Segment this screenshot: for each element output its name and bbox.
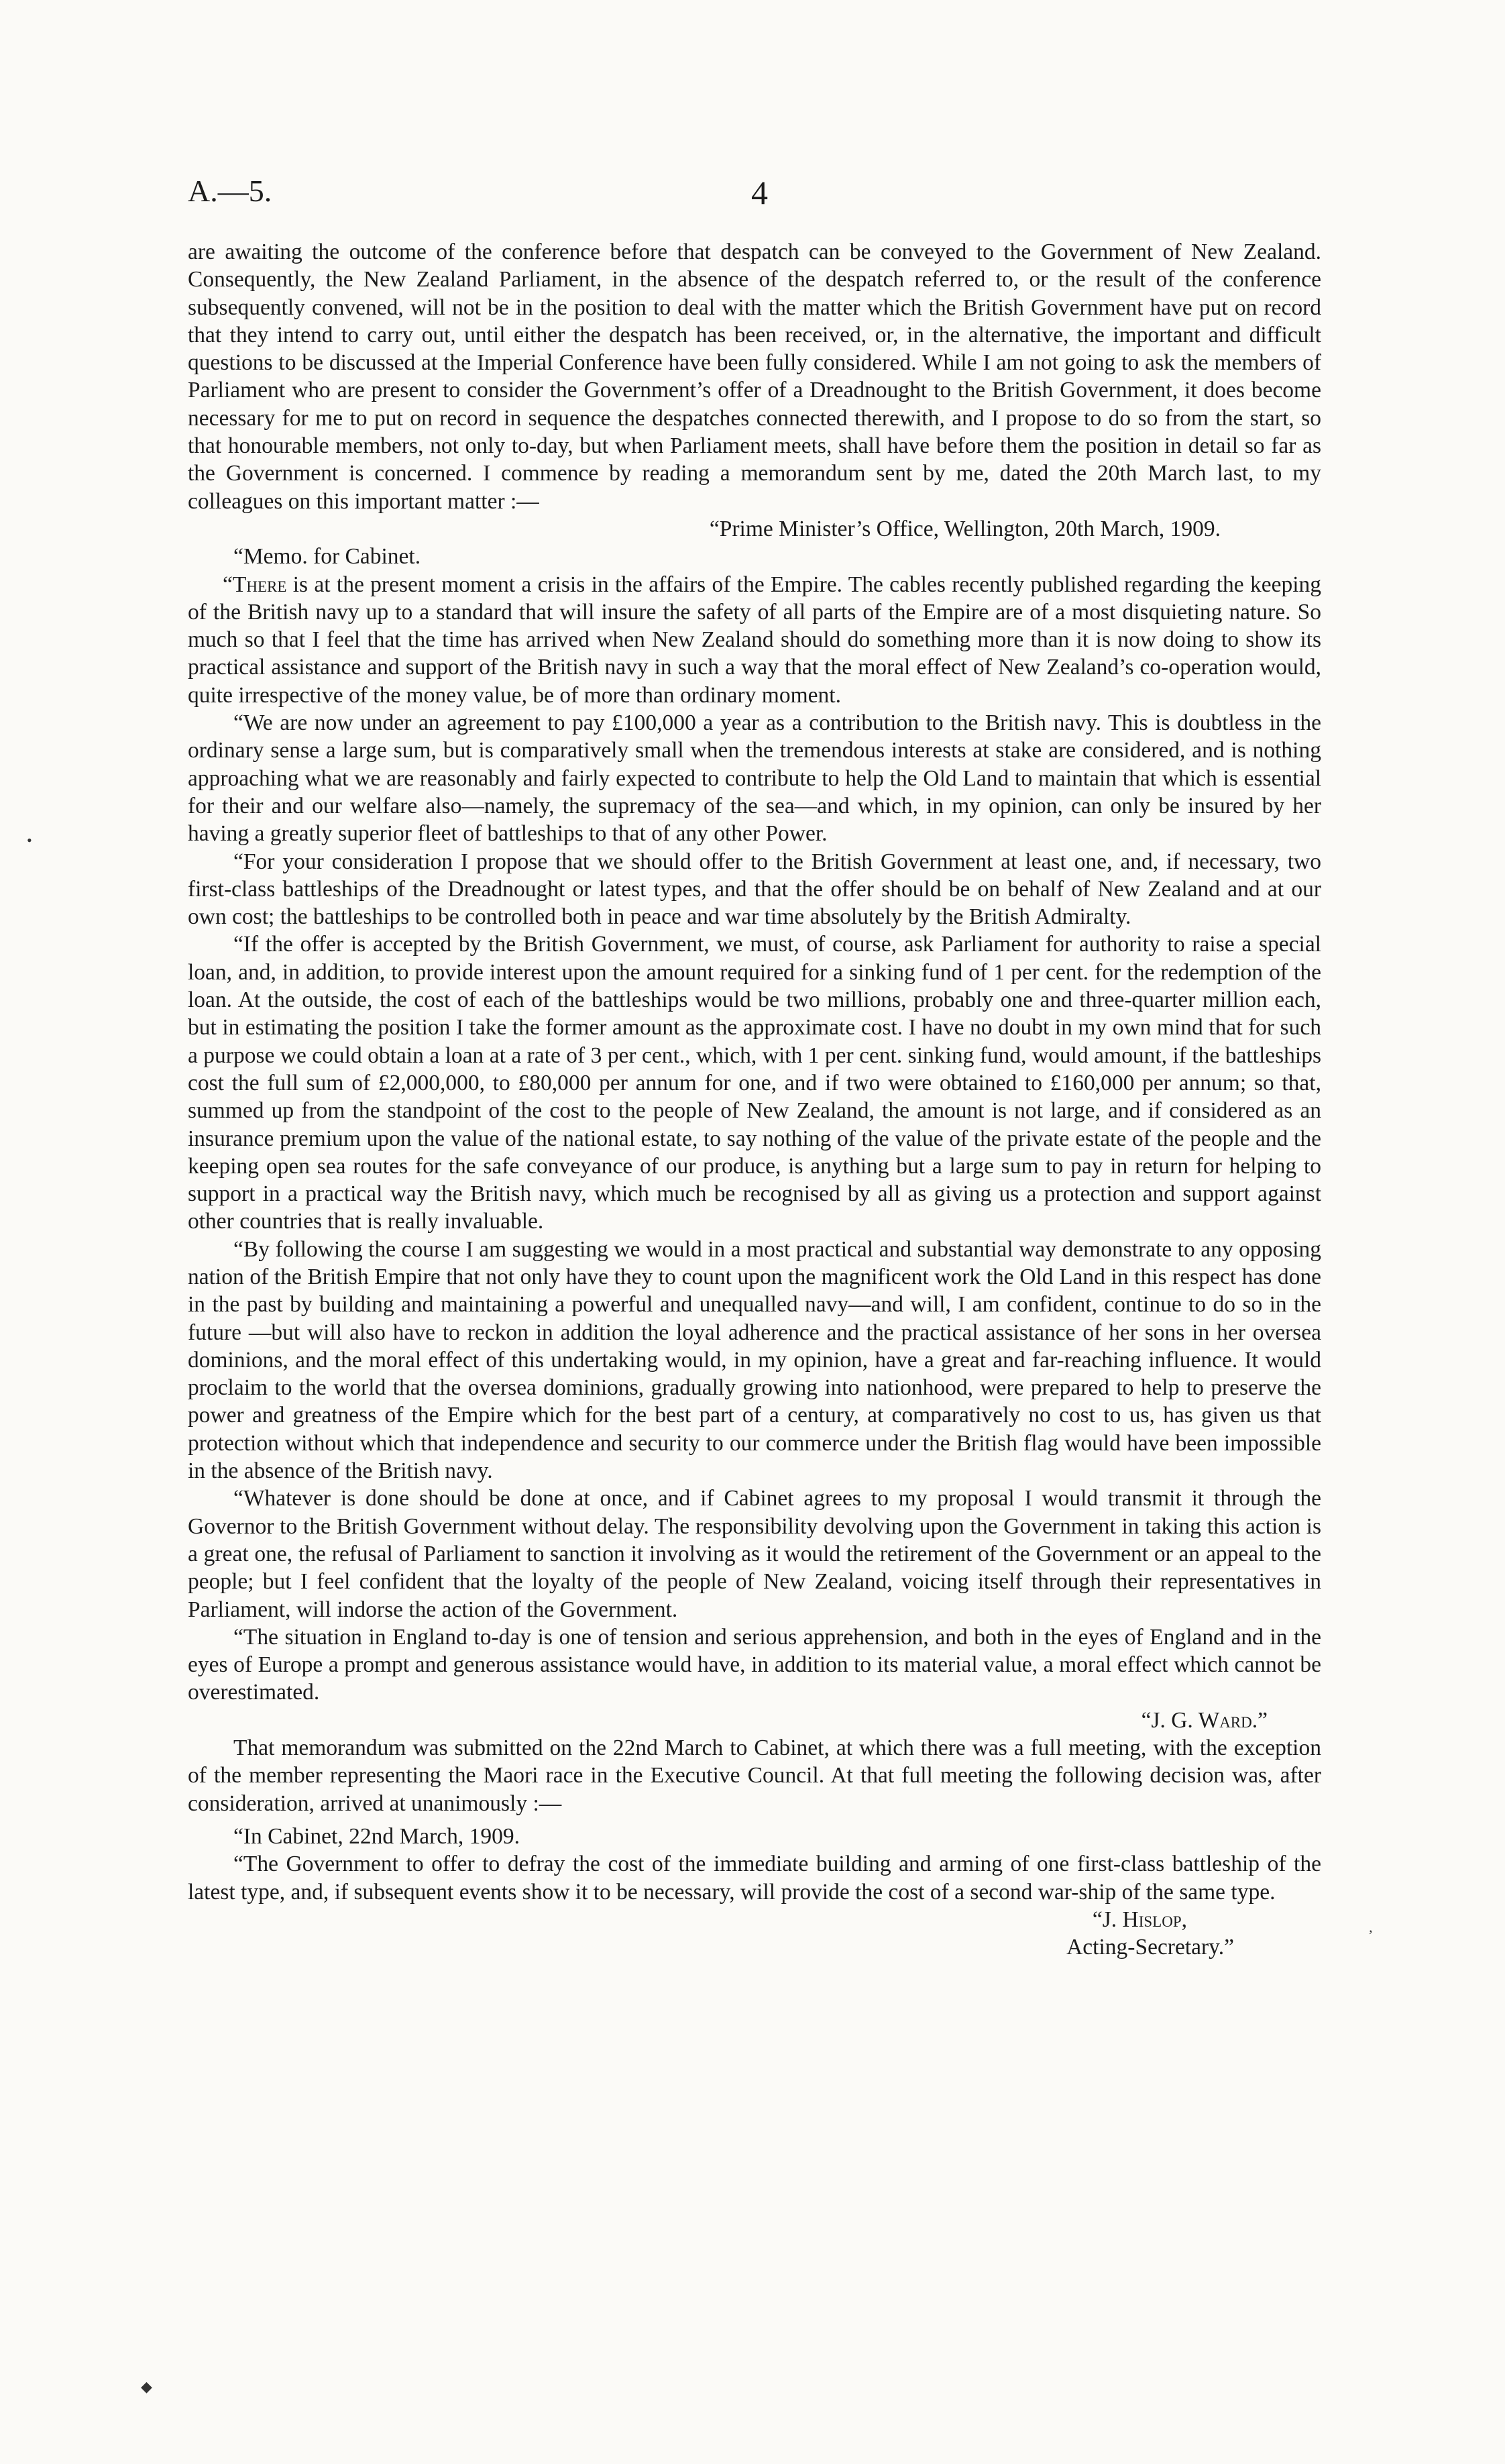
memo-paragraph-1-text: is at the present moment a crisis in the affairs of the Empire. The cables recently published regarding the keeping of the British navy up to a standard that will insure the safety of all parts of the Empire are of a most disquieting nature. So much so that I feel that the time has arrived when New Zealand should do something more than it is now doing to show its practical assistance and support of the British navy in such a way that the moral effect of New Zealand’s co-operation would, quite irrespective of the money value, be of more than ordinary moment. — [188, 572, 1321, 708]
memo-paragraph-1-lead: “There — [223, 572, 287, 597]
memo-paragraph-2: “We are now under an agreement to pay £100,000 a year as a contribution to the British navy. This is doubtless in the ordinary sense a large sum, but is comparatively small when the tremendous interests at stake are considered, and is nothing approaching what we are reasonably and fairly expected to contribute to help the Old Land to maintain that which is essential for their and our welfare also—namely, the supremacy of the sea—and which, in my opinion, can only be insured by her having a greatly superior fleet of battleships to that of any other Power. — [188, 710, 1321, 847]
memo-signature: “J. G. Ward.” — [1141, 1707, 1268, 1733]
memo-paragraph-1 — [188, 571, 1321, 709]
paper-reference: A.—5. — [188, 174, 272, 208]
memo-paragraph-7: “The situation in England to-day is one of tension and serious apprehension, and both in the eyes of England and in the eyes of Europe a prompt and generous assistance would have, in addition to its material value, a moral effect which cannot be overestimated. — [188, 1624, 1321, 1705]
memo-paragraph-4: “If the offer is accepted by the British Government, we must, of course, ask Parliament for authority to raise a special loan, and, in addition, to provide interest upon the amount required for a sinking fund of 1 per cent. for the redemption of the loan. At the outside, the cost of each of the battleships would be two millions, probably one and three-quarter million each, but in estimating the position I take the former amount as the approximate cost. I have no doubt in my own mind that for such a purpose we could obtain a loan at a rate of 3 per cent., which, with 1 per cent. sinking fund, would amount, if the battleships cost the full sum of £2,000,000, to £80,000 per annum for one, and if two were obtained to £160,000 per annum; so that, summed up from the standpoint of the cost to the people of New Zealand, the amount is not large, and if considered as an insurance premium upon the value of the national estate, to say nothing of the value of the private estate of the people and the keeping open sea routes for the safe conveyance of our produce, is anything but a large sum to pay in return for helping to support in a practical way the British navy, which much be recognised by all as giving us a protection and support against other countries that is really invaluable. — [188, 932, 1321, 1234]
margin-tick-mark: ‚ — [1368, 1919, 1374, 1935]
page-header — [188, 173, 1321, 213]
memo-paragraph-6: “Whatever is done should be done at once, and if Cabinet agrees to my proposal I would transmit it through the Governor to the British Government without delay. The responsibility devolving upon the Government in taking this action is a great one, the refusal of Parliament to sanction it involving as it would the retirement of the Government or an appeal to the people; but I feel confident that the loyalty of the people of New Zealand, voicing itself through their representatives in Parliament, will indorse the action of the Government. — [188, 1486, 1321, 1622]
secretary-title: Acting-Secretary.” — [1066, 1935, 1234, 1960]
cabinet-decision: “The Government to offer to defray the cost of the immediate building and arming of one first-class battleship of the latest type, and, if subsequent events show it to be necessary, will provide the cost of a second war-ship of the same type. — [188, 1852, 1321, 1905]
cabinet-date: “In Cabinet, 22nd March, 1909. — [233, 1823, 520, 1849]
intro-paragraph: are awaiting the outcome of the conference before that despatch can be conveyed to the Government of New Zealand. Consequently, the New Zealand Parliament, in the absence of the despatch referred to, or the result of the conference subsequently convened, will not be in the position to deal with the matter which the British Government have put on record that they intend to carry out, until either the despatch has been received, or, in the alternative, the important and difficult questions to be discussed at the Imperial Conference have been fully considered. While I am not going to ask the members of Parliament who are present to consider the Government’s offer of a Dreadnought to the British Government, it does become necessary for me to put on record in sequence the despatches connected therewith, and I propose to do so from the start, so that honourable members, not only to-day, but when Parliament meets, shall have before them the position in detail so far as the Government is concerned. I commence by reading a memorandum sent by me, dated the 20th March last, to my colleagues on this important matter :— — [188, 239, 1321, 514]
memo-heading: “Memo. for Cabinet. — [233, 544, 421, 570]
secretary-name: “J. Hislop, — [1092, 1907, 1187, 1932]
memo-paragraph-5: “By following the course I am suggesting we would in a most practical and substantial way demonstrate to any opposing nation of the British Empire that not only have they to count upon the magnificent work the Old Land in this respect has done in the past by building and maintaining a powerful and unequalled navy—and will, I am confident, continue to do so in the future —but will also have to reckon in addition the loyal adherence and the practical assistance of her sons in her oversea dominions, and the moral effect of this undertaking would, in my opinion, have a great and far-reaching influence. It would proclaim to the world that the oversea dominions, gradually growing into nationhood, were prepared to help to preserve the power and greatness of the Empire which for the best part of a century, at comparatively no cost to us, has given us that protection without which that independence and security to our commerce under the British flag would have been impossible in the absence of the British navy. — [188, 1236, 1321, 1484]
secretary-signature — [188, 1906, 1234, 1962]
bottom-dot-mark: ◆ — [141, 2378, 152, 2395]
document-body — [188, 238, 1321, 1961]
memo-dateline: “Prime Minister’s Office, Wellington, 20th March, 1909. — [709, 516, 1221, 541]
page-number: 4 — [751, 174, 768, 211]
margin-dot-mark: • — [27, 832, 32, 849]
submitted-paragraph: That memorandum was submitted on the 22nd March to Cabinet, at which there was a full meeting, with the exception of the member representing the Maori race in the Executive Council. At that full meeting the following decision was, after consideration, arrived at unanimously :— — [188, 1735, 1321, 1816]
memo-paragraph-3: “For your consideration I propose that we should offer to the British Government at least one, and, if necessary, two first-class battleships of the Dreadnought or latest types, and that the offer should be on behalf of New Zealand and at our own cost; the battleships to be controlled both in peace and war time absolutely by the British Admiralty. — [188, 849, 1321, 930]
